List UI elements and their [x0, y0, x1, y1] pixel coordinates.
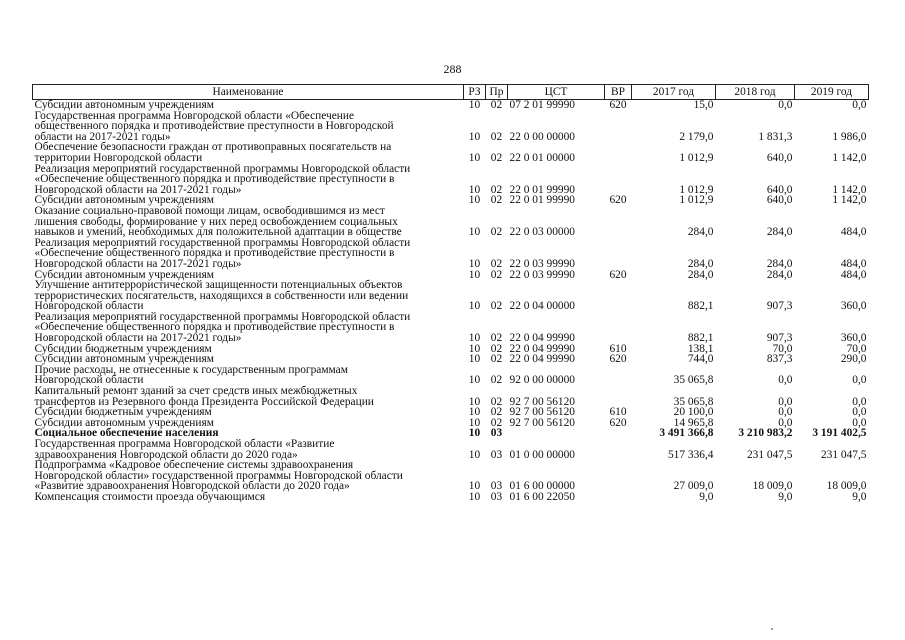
row-cst: 92 7 00 56120 [509, 395, 575, 408]
row-value-2018: 0,0 [778, 374, 793, 387]
table-row [33, 280, 869, 312]
row-value-2018: 284,0 [766, 268, 793, 281]
row-value-2017: 284,0 [687, 257, 714, 270]
table-header-row [33, 85, 869, 100]
row-name-line: Субсидии автономным учреждениям [34, 353, 214, 366]
header-2019: 2019 год [795, 85, 869, 100]
row-value-2018: 640,0 [766, 194, 793, 207]
table-row [33, 206, 869, 238]
row-cst: 92 0 00 00000 [509, 374, 575, 387]
row-name [33, 164, 464, 196]
row-name-line: Реализация мероприятий государственной программы Новгородской области [34, 236, 411, 249]
row-vr [605, 439, 632, 460]
row-name-line: территории Новгородской области [34, 151, 203, 164]
table-row [33, 365, 869, 386]
row-vr [605, 460, 632, 492]
row-value-2017: 138,1 [687, 342, 714, 355]
row-value-2018: 837,3 [766, 353, 793, 366]
row-rz: 10 [468, 183, 481, 196]
row-vr [605, 365, 632, 386]
row-vr: 620 [609, 416, 627, 429]
row-rz: 10 [468, 99, 481, 111]
row-cst: 22 0 00 00000 [509, 130, 575, 143]
row-name [33, 312, 464, 344]
row-pr: 02 [490, 342, 503, 355]
row-name-line: Субсидии автономным учреждениям [34, 194, 214, 207]
row-value-2019: 1 986,0 [832, 130, 867, 143]
row-value-2019: 0,0 [852, 416, 867, 429]
header-cst: ЦСТ [508, 85, 605, 100]
row-pr: 03 [490, 448, 503, 461]
row-value-2017: 35 065,8 [673, 395, 714, 408]
row-vr [605, 206, 632, 238]
header-rz: РЗ [464, 85, 486, 100]
row-value-2018: 0,0 [778, 395, 793, 408]
row-pr: 02 [490, 406, 503, 419]
row-name [33, 439, 464, 460]
row-value-2018: 1 831,3 [758, 130, 793, 143]
table-row [33, 386, 869, 407]
row-name [33, 142, 464, 163]
row-cst: 01 6 00 22050 [509, 490, 575, 503]
row-value-2019: 290,0 [840, 353, 867, 366]
row-value-2019: 0,0 [852, 395, 867, 408]
row-name-line: общественного порядка и противодействие преступности в Новгородской [34, 120, 394, 133]
row-vr [605, 386, 632, 407]
row-rz: 10 [468, 194, 481, 207]
row-value-2018: 640,0 [766, 183, 793, 196]
row-pr: 02 [490, 257, 503, 270]
budget-table [32, 84, 869, 503]
row-name-line: Компенсация стоимости проезда обучающимся [34, 490, 266, 503]
row-pr: 03 [490, 427, 503, 440]
row-value-2017: 3 491 366,8 [659, 427, 714, 440]
row-rz: 10 [468, 490, 481, 503]
row-value-2018: 3 210 983,2 [738, 427, 793, 440]
row-value-2017: 882,1 [687, 332, 714, 345]
row-name-line: Новгородской области на 2017-2021 годы» [34, 332, 242, 345]
row-name [33, 460, 464, 492]
row-vr: 620 [609, 353, 627, 366]
row-name [33, 492, 464, 503]
row-value-2017: 15,0 [693, 99, 714, 111]
row-name [33, 206, 464, 238]
row-name-line: Улучшение антитеррористической защищенности потенциальных объектов [34, 279, 403, 292]
row-value-2017: 1 012,9 [679, 151, 714, 164]
header-2018: 2018 год [716, 85, 795, 100]
row-rz: 10 [468, 342, 481, 355]
row-cst: 22 0 03 99990 [509, 257, 575, 270]
row-value-2019: 1 142,0 [832, 194, 867, 207]
row-rz: 10 [468, 406, 481, 419]
row-name-line: Новгородской области на 2017-2021 годы» [34, 183, 242, 196]
row-vr [605, 164, 632, 196]
row-name-line: Субсидии автономным учреждениям [34, 416, 214, 429]
row-cst: 22 0 04 99990 [509, 332, 575, 345]
row-value-2018: 18 009,0 [752, 480, 793, 493]
row-pr: 02 [490, 332, 503, 345]
row-value-2018: 907,3 [766, 300, 793, 313]
row-vr [605, 428, 632, 439]
row-name [33, 100, 464, 111]
row-value-2019: 70,0 [846, 342, 867, 355]
row-value-2019: 0,0 [852, 99, 867, 111]
row-value-2019: 484,0 [840, 268, 867, 281]
row-value-2017: 284,0 [687, 268, 714, 281]
row-pr: 02 [490, 183, 503, 196]
row-pr: 02 [490, 395, 503, 408]
row-name-line: навыков и умений, необходимых для положительной адаптации в обществе [34, 226, 402, 239]
row-name-line: Реализация мероприятий государственной программы Новгородской области [34, 162, 411, 175]
row-name-line: Государственная программа Новгородской области «Развитие [34, 438, 335, 450]
row-value-2017: 1 012,9 [679, 183, 714, 196]
row-name [33, 386, 464, 407]
row-value-2018: 640,0 [766, 151, 793, 164]
row-name-line: Новгородской области [34, 300, 144, 313]
row-pr: 02 [490, 268, 503, 281]
table-row [33, 111, 869, 143]
row-value-2019: 9,0 [852, 490, 867, 503]
row-cst: 22 0 04 99990 [509, 353, 575, 366]
row-value-2019: 360,0 [840, 332, 867, 345]
row-cst: 22 0 03 00000 [509, 226, 575, 239]
row-value-2017: 284,0 [687, 226, 714, 239]
row-vr [605, 111, 632, 143]
row-rz: 10 [468, 395, 481, 408]
row-value-2019: 360,0 [840, 300, 867, 313]
table-row [33, 492, 869, 503]
row-value-2018: 0,0 [778, 99, 793, 111]
row-pr: 03 [490, 480, 503, 493]
row-vr [605, 492, 632, 503]
table-row [33, 142, 869, 163]
row-value-2017: 20 100,0 [673, 406, 714, 419]
row-name-line: Оказание социально-правовой помощи лицам, освободившимся из мест [34, 204, 385, 217]
row-cst: 22 0 04 99990 [509, 342, 575, 355]
row-name-line: области на 2017-2021 годы» [34, 130, 171, 143]
row-rz: 10 [468, 226, 481, 239]
row-rz: 10 [468, 353, 481, 366]
row-name-line: «Развитие здравоохранения Новгородской области до 2020 года» [34, 480, 350, 493]
table-row [33, 460, 869, 492]
row-cst: 01 0 00 00000 [509, 448, 575, 461]
row-pr: 02 [490, 416, 503, 429]
row-pr: 02 [490, 151, 503, 164]
row-cst: 92 7 00 56120 [509, 416, 575, 429]
row-name-line: Субсидии автономным учреждениям [34, 268, 214, 281]
row-cst: 22 0 01 99990 [509, 194, 575, 207]
row-rz: 10 [468, 480, 481, 493]
row-name-line: Подпрограмма «Кадровое обеспечение системы здравоохранения [34, 459, 354, 472]
row-value-2018: 284,0 [766, 257, 793, 270]
row-name-line: лишения свободы, формирование у них перед освобождением социальных [34, 215, 398, 228]
row-vr: 610 [609, 406, 627, 419]
row-pr: 02 [490, 130, 503, 143]
header-vr: ВР [605, 85, 632, 100]
row-name-line: трансфертов из Резервного фонда Президента Российской Федерации [34, 395, 374, 408]
row-value-2019: 3 191 402,5 [812, 427, 867, 440]
row-pr: 02 [490, 99, 503, 111]
row-rz: 10 [468, 416, 481, 429]
row-pr: 03 [490, 490, 503, 503]
row-name-line: Прочие расходы, не отнесенные к государственным программам [34, 363, 348, 376]
row-name-line: Реализация мероприятий государственной программы Новгородской области [34, 310, 411, 323]
row-cst: 22 0 03 99990 [509, 268, 575, 281]
row-name-line: «Обеспечение общественного порядка и противодействие преступности в [34, 247, 395, 260]
row-name-line: Новгородской области [34, 374, 144, 387]
row-name [33, 238, 464, 270]
row-pr: 02 [490, 194, 503, 207]
row-value-2018: 231 047,5 [746, 448, 793, 461]
row-vr: 610 [609, 342, 627, 355]
header-2017: 2017 год [632, 85, 716, 100]
row-rz: 10 [468, 130, 481, 143]
row-value-2017: 882,1 [687, 300, 714, 313]
table-row [33, 100, 869, 111]
row-name-line: Субсидии бюджетным учреждениям [34, 406, 212, 419]
row-cst: 22 0 04 00000 [509, 300, 575, 313]
row-value-2019: 0,0 [852, 374, 867, 387]
row-rz: 10 [468, 374, 481, 387]
row-name-line: «Обеспечение общественного порядка и противодействие преступности в [34, 321, 395, 334]
row-vr [605, 238, 632, 270]
row-name-line: террористических посягательств, находящихся в собственности или ведении [34, 289, 409, 302]
row-name [33, 280, 464, 312]
row-value-2017: 35 065,8 [673, 374, 714, 387]
row-name-line: «Обеспечение общественного порядка и противодействие преступности в [34, 173, 395, 186]
row-value-2017: 14 965,8 [673, 416, 714, 429]
row-value-2018: 70,0 [772, 342, 793, 355]
row-rz: 10 [468, 427, 481, 440]
row-value-2019: 231 047,5 [820, 448, 867, 461]
header-pr: Пр [486, 85, 508, 100]
row-name [33, 365, 464, 386]
row-value-2019: 0,0 [852, 406, 867, 419]
row-name-line: Новгородской области на 2017-2021 годы» [34, 257, 242, 270]
row-value-2017: 517 336,4 [667, 448, 714, 461]
row-rz: 10 [468, 257, 481, 270]
table-row [33, 238, 869, 270]
row-pr: 02 [490, 226, 503, 239]
row-cst: 92 7 00 56120 [509, 406, 575, 419]
header-name: Наименование [33, 85, 464, 100]
table-row [33, 439, 869, 460]
row-name-line: Капитальный ремонт зданий за счет средств иных межбюджетных [34, 385, 358, 398]
row-name-line: Субсидии автономным учреждениям [34, 99, 214, 111]
row-pr: 02 [490, 353, 503, 366]
row-vr [605, 312, 632, 344]
row-rz: 10 [468, 332, 481, 345]
row-vr: 620 [609, 99, 627, 111]
row-vr: 620 [609, 194, 627, 207]
row-value-2019: 1 142,0 [832, 151, 867, 164]
table-body [33, 100, 869, 503]
row-value-2017: 2 179,0 [679, 130, 714, 143]
row-rz: 10 [468, 448, 481, 461]
row-value-2018: 907,3 [766, 332, 793, 345]
row-name-line: здравоохранения Новгородской области до 2020 года» [34, 448, 298, 461]
row-value-2019: 484,0 [840, 226, 867, 239]
row-name-line: Обеспечение безопасности граждан от противоправных посягательств на [34, 141, 392, 154]
row-value-2019: 1 142,0 [832, 183, 867, 196]
table-row [33, 164, 869, 196]
row-value-2017: 9,0 [699, 490, 714, 503]
row-name [33, 111, 464, 143]
row-name-line: Государственная программа Новгородской области «Обеспечение [34, 109, 355, 122]
scan-dot [771, 628, 773, 630]
row-rz: 10 [468, 268, 481, 281]
row-cst: 22 0 01 99990 [509, 183, 575, 196]
row-value-2017: 744,0 [687, 353, 714, 366]
row-name-line: Субсидии бюджетным учреждениям [34, 342, 212, 355]
row-pr: 02 [490, 374, 503, 387]
row-vr: 620 [609, 268, 627, 281]
row-value-2017: 27 009,0 [673, 480, 714, 493]
row-rz: 10 [468, 300, 481, 313]
table-row [33, 312, 869, 344]
row-vr [605, 142, 632, 163]
row-name-line: Социальное обеспечение населения [34, 427, 219, 440]
row-cst: 01 6 00 00000 [509, 480, 575, 493]
row-cst: 07 2 01 99990 [509, 99, 575, 111]
row-value-2017: 1 012,9 [679, 194, 714, 207]
row-cst [508, 428, 605, 439]
row-name-line: Новгородской области» государственной программы Новгородской области [34, 469, 403, 482]
page-number: 288 [443, 62, 462, 76]
row-value-2019: 484,0 [840, 257, 867, 270]
row-value-2018: 0,0 [778, 406, 793, 419]
row-pr: 02 [490, 300, 503, 313]
row-cst: 22 0 01 00000 [509, 151, 575, 164]
row-value-2018: 284,0 [766, 226, 793, 239]
row-value-2019: 18 009,0 [826, 480, 867, 493]
row-value-2018: 9,0 [778, 490, 793, 503]
row-vr [605, 280, 632, 312]
row-value-2018: 0,0 [778, 416, 793, 429]
row-rz: 10 [468, 151, 481, 164]
